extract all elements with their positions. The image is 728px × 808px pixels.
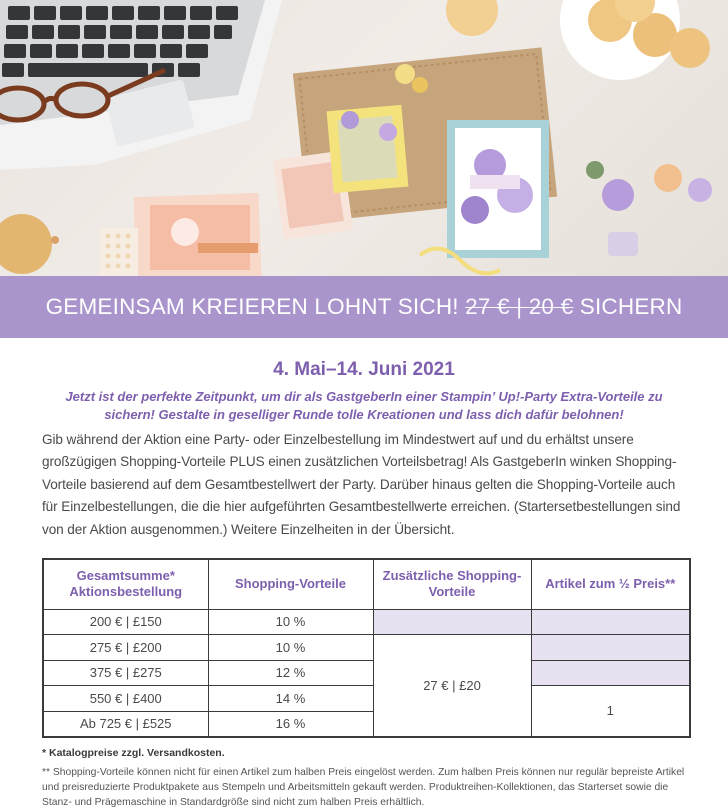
laptop — [0, 0, 282, 170]
table-row — [43, 635, 690, 661]
cookie — [0, 214, 52, 274]
table-row — [43, 686, 690, 712]
footnote-catalog: * Katalogpreise zzgl. Versandkosten. — [42, 746, 225, 759]
card-purple-flowers — [447, 120, 549, 258]
body-paragraph: Gib während der Aktion eine Party- oder Einzelbestellung im Mindestwert auf und du erhältst unsere großzügigen Shopping-Vorteile PLUS einen zusätzlichen Vorteilsbetrag! Als GastgeberIn winken Shopping-Vorteile basierend auf dem Gesamtbestellwert der Party. Darüber hinaus gelten die Shopping-Vorteile auch für Einzelbestellungen, die die hier aufgeführten Gesamtbestellwerte erreichen. (Startersetbestellungen sind von der Aktion ausgenommen.) Weitere Einzelheiten in der Übersicht. — [42, 432, 681, 537]
header-total: Gesamtsumme* Aktionsbestellung — [43, 559, 208, 609]
cell-shopping: 16 % — [208, 711, 373, 737]
banner-lead: GEMEINSAM KREIEREN LOHNT SICH! — [45, 294, 459, 319]
gem-sticker-sheet — [100, 228, 138, 276]
cell-extra-empty — [373, 609, 531, 635]
table-row — [43, 609, 690, 635]
cell-shopping: 14 % — [208, 686, 373, 712]
promo-content — [0, 359, 728, 808]
cell-half-value: 1 — [531, 686, 690, 737]
cell-half-empty — [531, 660, 690, 686]
date-range: 4. Mai–14. Juni 2021 — [273, 359, 455, 380]
footnote-half-price: ** Shopping-Vorteile können nicht für einen Artikel zum halben Preis eingelöst werden. Zum halben Preis können nur regulär bepreiste Artikel und preisreduzierte Produktpakete aus Stempeln und Arbeitsmitteln gekauft werden. Produktreihen-Kollektionen, das Starterset sowie die Stanz- und Prägemaschine in Standardgröße sind nicht zum halben Preis erhältlich. — [42, 766, 685, 808]
lead-paragraph: Jetzt ist der perfekte Zeitpunkt, um dir als GastgeberIn einer Stampin’ Up!-Party Extra-Vorteile zu sichern! Gestalte in geselliger Runde tolle Kreationen und lass dich dafür belohnen! — [65, 389, 663, 422]
cell-total: 550 € | £400 — [43, 686, 208, 712]
cell-extra-value: 27 € | £20 — [373, 635, 531, 737]
cell-shopping: 12 % — [208, 660, 373, 686]
header-extra: Zusätzliche Shopping-Vorteile — [373, 559, 531, 609]
banner-tail: SICHERN — [579, 294, 683, 319]
header-half-price: Artikel zum ½ Preis** — [531, 559, 690, 609]
card-yellow — [327, 105, 409, 193]
cell-half-empty — [531, 635, 690, 661]
table-header-row — [43, 559, 690, 609]
cell-half-empty — [531, 609, 690, 635]
table-row — [43, 660, 690, 686]
hero-photo — [0, 0, 728, 276]
banner-struck-value: 27 € | 20 € — [465, 294, 574, 319]
hero-illustration — [0, 0, 728, 276]
cell-total: Ab 725 € | £525 — [43, 711, 208, 737]
cell-total: 375 € | £275 — [43, 660, 208, 686]
promo-banner — [0, 276, 728, 338]
banner-headline — [46, 294, 683, 320]
cell-total: 275 € | £200 — [43, 635, 208, 661]
cell-total: 200 € | £150 — [43, 609, 208, 635]
header-shopping: Shopping-Vorteile — [208, 559, 373, 609]
cell-shopping: 10 % — [208, 609, 373, 635]
rewards-table — [42, 558, 691, 738]
cell-shopping: 10 % — [208, 635, 373, 661]
card-blossoms-left — [134, 193, 262, 276]
